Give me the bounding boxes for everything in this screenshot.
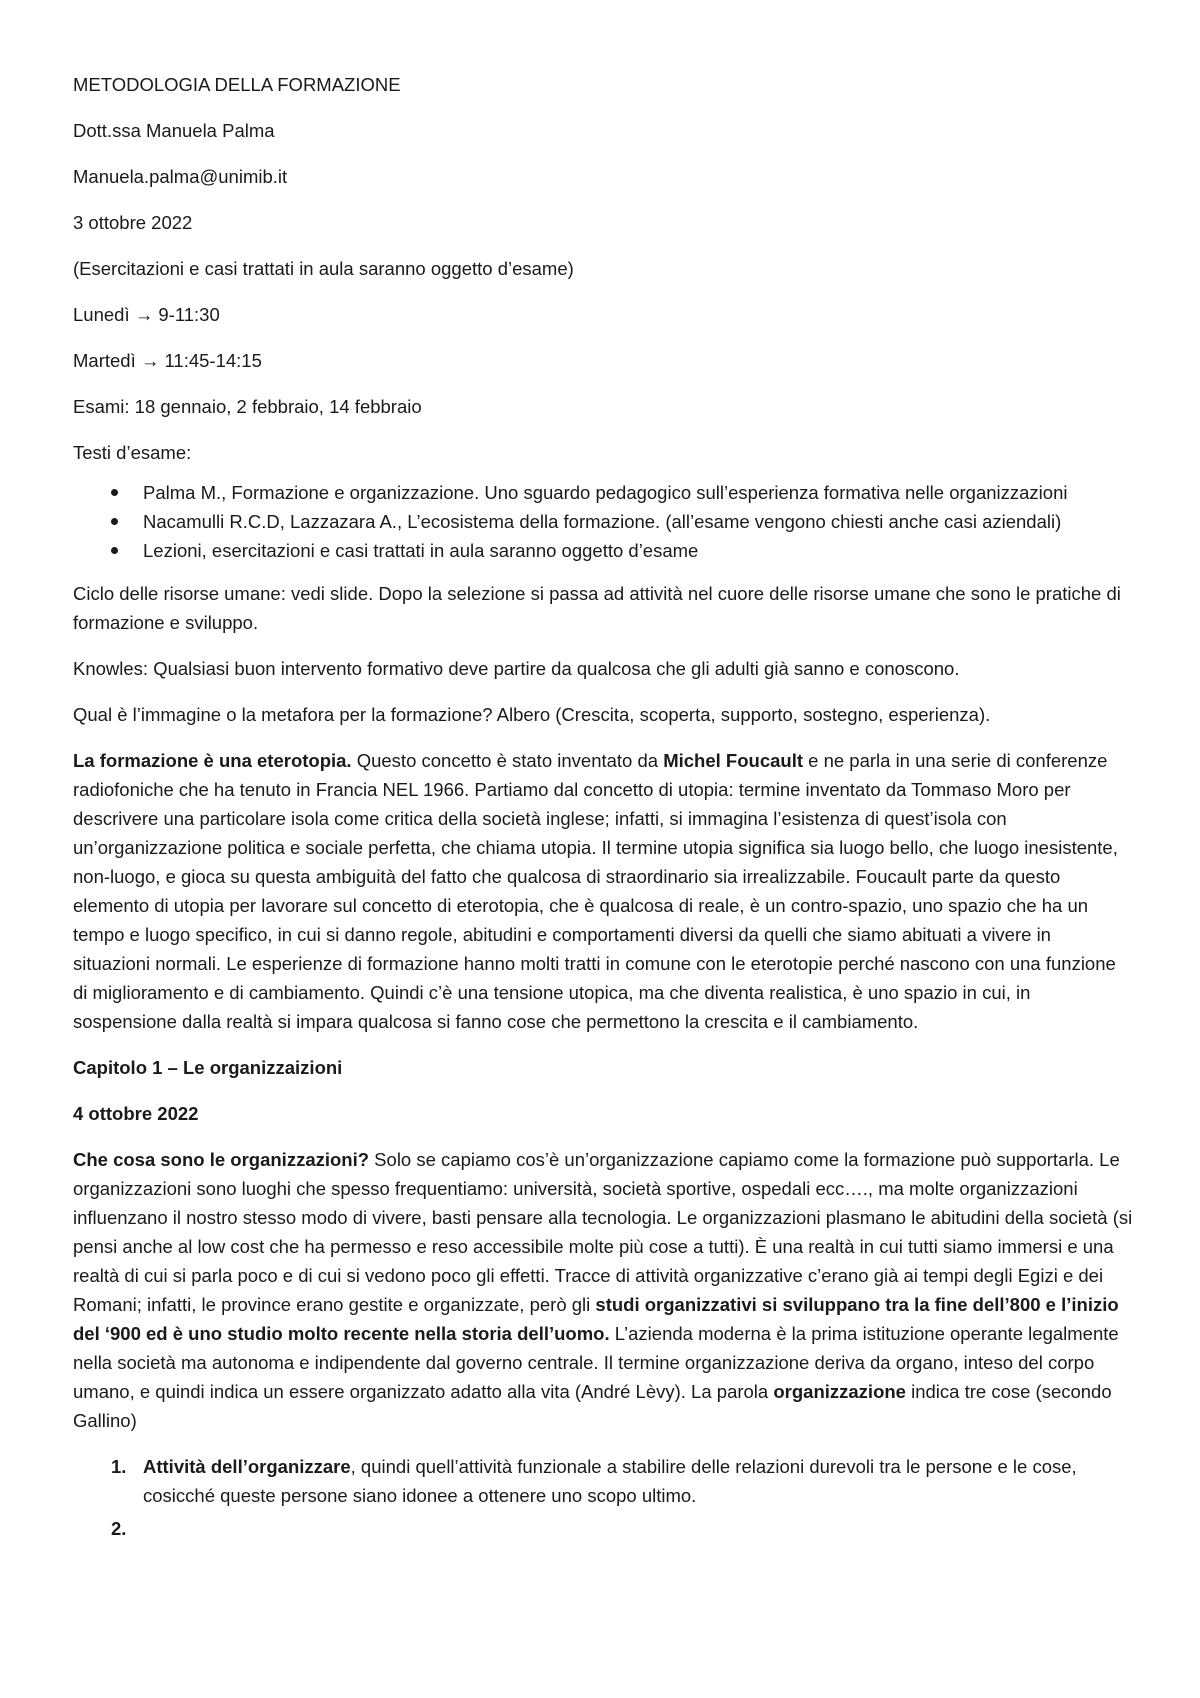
paragraph-organizzazioni: Che cosa sono le organizzazioni? Solo se capiamo cos’è un’organizzazione capiamo come la formazione può supportarla. Le organizzazioni sono luoghi che spesso frequentiamo: università, società sportive, ospedali ecc…., ma molte organizzazioni influenzano il nostro stesso modo di vivere, basti pensare alla tecnologia. Le organizzazioni plasmano le abitudini della società (si pensi anche al low cost che ha permesso e reso accessibile molte più cose a tutti). È una realtà in cui tutti siamo immersi e una realtà di cui si parla poco e di cui si vedono poco gli effetti. Tracce di attività organizzative c’erano già ai tempi degli Egizi e dei Romani; infatti, le province erano gestite e organizzate, però gli studi organizzativi si sviluppano tra la fine dell’800 e l’inizio del ‘900 ed è uno studio molto recente nella storia dell’uomo. L’azienda moderna è la prima istituzione operante legalmente nella società ma autonoma e indipendente dal governo centrale. Il termine organizzazione deriva da organo, inteso del corpo umano, e quindi indica un essere organizzato adatto alla vita (André Lèvy). La parola organizzazione indica tre cose (secondo Gallino) xyxy=(73,1149,1133,1431)
texts-label: Testi d’esame: xyxy=(73,442,192,463)
numbered-list xyxy=(73,1452,1133,1543)
teacher-name: Dott.ssa Manuela Palma xyxy=(73,120,275,141)
list-item: Nacamulli R.C.D, Lazzazara A., L’ecosistema della formazione. (all’esame vengono chiesti anche casi aziendali) xyxy=(73,507,1133,536)
bullet-icon xyxy=(111,489,118,496)
schedule-monday: Lunedì → 9-11:30 xyxy=(73,304,220,325)
paragraph-ciclo: Ciclo delle risorse umane: vedi slide. Dopo la selezione si passa ad attività nel cuore delle risorse umane che sono le pratiche di formazione e sviluppo. xyxy=(73,583,1121,633)
list-item: 1. Attività dell’organizzare, quindi quell’attività funzionale a stabilire delle relazioni durevoli tra le persone e le cose, cosicché queste persone siano idonee a ottenere uno scopo ultimo. xyxy=(111,1456,1077,1506)
paragraph-eterotopia: La formazione è una eterotopia. Questo concetto è stato inventato da Michel Foucault e ne parla in una serie di conferenze radiofoniche che ha tenuto in Francia NEL 1966. Partiamo dal concetto di utopia: termine inventato da Tommaso Moro per descrivere una particolare isola come critica della società inglese; infatti, si immagina l’esistenza di quest’isola con un’organizzazione politica e sociale perfetta, che chiama utopia. Il termine utopia significa sia luogo bello, che luogo inesistente, non-luogo, e gioca su questa ambiguità del fatto che qualcosa di straordinario sia irrealizzabile. Foucault parte da questo elemento di utopia per lavorare sul concetto di eterotopia, che è qualcosa di reale, è un contro-spazio, uno spazio che ha un tempo e luogo specifico, in cui si danno regole, abitudini e comportamenti diversi da quelli che siamo abituati a vivere in situazioni normali. Le esperienze di formazione hanno molti tratti in comune con le eterotopie perché nascono con una funzione di miglioramento e di cambiamento. Quindi c’è una tensione utopica, ma che diventa realistica, è uno spazio in cui, in sospensione dalla realtà si impara qualcosa si fanno cose che permettono la crescita e il cambiamento. xyxy=(73,750,1118,1032)
texts-list xyxy=(73,478,1133,565)
exam-dates: Esami: 18 gennaio, 2 febbraio, 14 febbraio xyxy=(73,396,422,417)
bullet-icon xyxy=(111,547,118,554)
paragraph-metafora: Qual è l’immagine o la metafora per la formazione? Albero (Crescita, scoperta, supporto, sostegno, esperienza). xyxy=(73,704,991,725)
lesson-date-1: 3 ottobre 2022 xyxy=(73,212,193,233)
schedule-tuesday: Martedì → 11:45-14:15 xyxy=(73,350,262,371)
course-title: METODOLOGIA DELLA FORMAZIONE xyxy=(73,74,401,95)
lesson-date-2: 4 ottobre 2022 xyxy=(73,1103,199,1124)
chapter-heading: Capitolo 1 – Le organizzaizioni xyxy=(73,1057,343,1078)
list-item: 2. xyxy=(111,1518,127,1539)
bullet-icon xyxy=(111,518,118,525)
document-body xyxy=(73,70,1133,1547)
exam-note: (Esercitazioni e casi trattati in aula saranno oggetto d’esame) xyxy=(73,258,574,279)
list-item: Palma M., Formazione e organizzazione. Uno sguardo pedagogico sull’esperienza formativa nelle organizzazioni xyxy=(73,478,1133,507)
list-item: Lezioni, esercitazioni e casi trattati in aula saranno oggetto d’esame xyxy=(73,536,1133,565)
teacher-email: Manuela.palma@unimib.it xyxy=(73,166,288,187)
paragraph-knowles: Knowles: Qualsiasi buon intervento formativo deve partire da qualcosa che gli adulti già sanno e conoscono. xyxy=(73,658,960,679)
